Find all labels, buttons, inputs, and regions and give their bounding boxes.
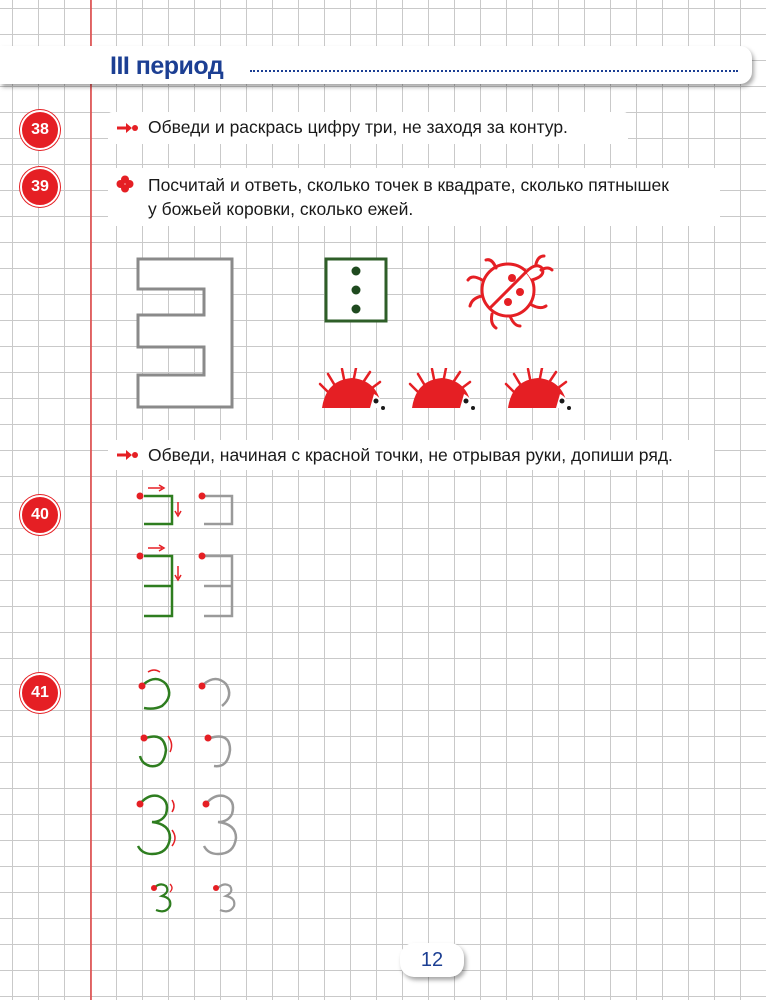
pencil-arrow-icon [115,447,139,463]
clover-icon [116,175,134,193]
trace-digit-three-small[interactable] [140,878,240,918]
task-39-text-line1: Посчитай и ответь, сколько точек в квадрате, сколько пятнышек [148,175,669,195]
task-number-40: 40 [20,495,60,535]
task-number-39: 39 [20,167,60,207]
ladybug-spot [516,288,524,296]
ladybug-spot [504,298,512,306]
pencil-arrow-icon [115,120,139,136]
margin-line [90,0,92,1000]
trace-lower-arc-row[interactable] [128,722,248,776]
page-number: 12 [420,948,444,971]
hedgehog-image [408,368,476,412]
task-number-38: 38 [20,110,60,150]
trace-row-1[interactable] [132,484,242,534]
trace-arc-row[interactable] [128,660,248,720]
dots-square [322,255,390,325]
ladybug-spot [508,274,516,282]
square-dot [352,267,361,276]
square-dot [352,305,361,314]
page-title: III период [110,52,224,80]
task-40-text: Обведи, начиная с красной точки, не отрывая руки, допиши ряд. [148,445,673,465]
hedgehog-image [318,368,386,412]
square-dot [352,286,361,295]
outlined-digit-three[interactable] [132,255,242,415]
task-39-text-line2: у божьей коровки, сколько ежей. [148,199,414,219]
task-number-41: 41 [20,673,60,713]
ladybug-image [462,250,554,332]
trace-digit-three-large[interactable] [128,790,248,860]
hedgehog-image [504,368,572,412]
trace-row-2[interactable] [132,544,242,620]
task-38-text: Обведи и раскрась цифру три, не заходя за контур. [148,117,568,137]
header-dotted-rule [250,70,738,72]
